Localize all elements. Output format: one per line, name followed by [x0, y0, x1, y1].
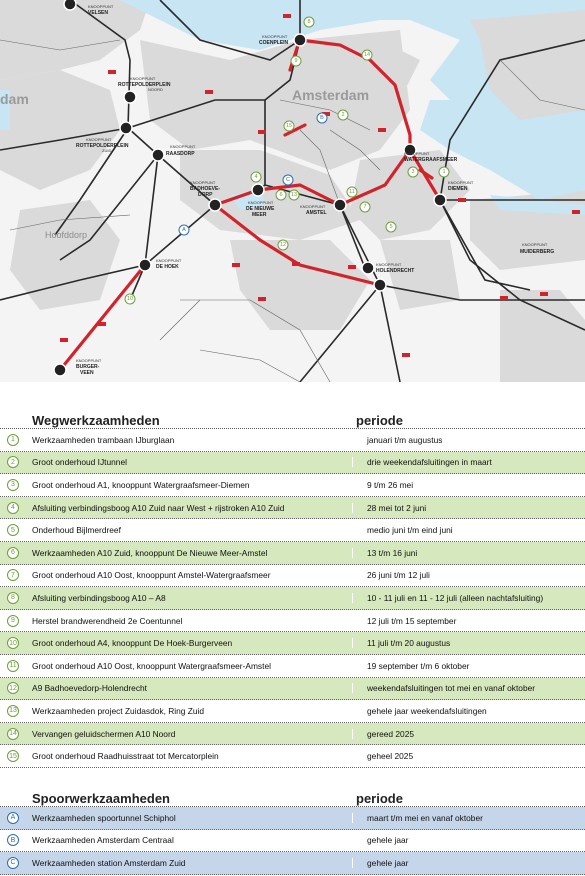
railwork-row — [0, 830, 585, 853]
roadworks-title: Wegwerkzaamheden — [32, 413, 160, 428]
svg-text:NOORD: NOORD — [148, 87, 163, 92]
row-number-badge: A — [7, 812, 19, 824]
roadwork-row — [0, 497, 585, 520]
svg-text:DE HOEK: DE HOEK — [156, 264, 179, 270]
svg-text:KNOOPPUNT: KNOOPPUNT — [170, 144, 196, 149]
row-number-cell — [0, 812, 24, 824]
roadwork-row — [0, 678, 585, 701]
map-canvas — [0, 0, 585, 382]
row-number-badge: 13 — [7, 705, 19, 717]
row-period: 11 juli t/m 20 augustus — [352, 638, 585, 648]
svg-text:A: A — [182, 227, 186, 233]
svg-text:RAASDORP: RAASDORP — [166, 151, 195, 157]
row-number-cell — [0, 637, 24, 649]
row-number-cell — [0, 547, 24, 559]
roadwork-row — [0, 587, 585, 610]
row-number-badge: 14 — [7, 728, 19, 740]
row-number-badge: 3 — [7, 479, 19, 491]
svg-text:AMSTEL: AMSTEL — [306, 210, 327, 216]
row-description: Werkzaamheden trambaan IJburglaan — [32, 434, 175, 445]
svg-text:KNOOPPUNT: KNOOPPUNT — [156, 258, 182, 263]
svg-text:B: B — [320, 115, 324, 121]
roadworks-list — [0, 429, 585, 768]
row-description: Herstel brandwerendheid 2e Coentunnel — [32, 615, 183, 626]
svg-text:KNOOPPUNT: KNOOPPUNT — [376, 262, 402, 267]
row-number-cell — [0, 524, 24, 536]
svg-text:7: 7 — [363, 204, 367, 210]
svg-text:MEER: MEER — [252, 212, 267, 218]
row-description: Groot onderhoud Raadhuisstraat tot Mercatorplein — [32, 751, 219, 762]
roadworks-map — [0, 0, 585, 382]
row-period: medio juni t/m eind juni — [352, 525, 585, 535]
svg-text:6: 6 — [279, 192, 283, 198]
row-period: 26 juni t/m 12 juli — [352, 570, 585, 580]
map-marker-8[interactable] — [304, 17, 314, 27]
row-period: 28 mei tot 2 juni — [352, 503, 585, 513]
roadwork-row — [0, 745, 585, 768]
row-period: geheel 2025 — [352, 751, 585, 761]
roadworks-period-header: periode — [356, 413, 403, 428]
row-period: gehele jaar — [352, 858, 585, 868]
row-number-badge: 4 — [7, 502, 19, 514]
row-description: Vervangen geluidschermen A10 Noord — [32, 728, 176, 739]
svg-text:VEEN: VEEN — [80, 370, 94, 376]
svg-text:DE NIEUWE: DE NIEUWE — [246, 206, 275, 212]
roadwork-row — [0, 542, 585, 565]
junction-label-coenplein — [259, 34, 289, 46]
row-period: gehele jaar — [352, 835, 585, 845]
row-number-cell — [0, 834, 24, 846]
railwork-row — [0, 852, 585, 875]
svg-text:11: 11 — [349, 189, 355, 195]
row-period: januari t/m augustus — [352, 435, 585, 445]
svg-text:13: 13 — [290, 192, 298, 198]
roadwork-row — [0, 429, 585, 452]
map-marker-15[interactable] — [284, 121, 294, 131]
row-number-badge: 11 — [7, 660, 19, 672]
row-description: Afsluiting verbindingsboog A10 – A8 — [32, 592, 166, 603]
svg-text:KNOOPPUNT: KNOOPPUNT — [404, 151, 430, 156]
railworks-header — [0, 780, 585, 807]
row-number-badge: 8 — [7, 592, 19, 604]
svg-text:ROTTEPOLDERPLEIN: ROTTEPOLDERPLEIN — [118, 82, 171, 88]
svg-text:C: C — [286, 177, 290, 183]
railworks-list — [0, 807, 585, 875]
row-number-cell — [0, 615, 24, 627]
map-marker-14[interactable] — [362, 50, 372, 60]
svg-text:WATERGRAAFSMEER: WATERGRAAFSMEER — [404, 157, 458, 163]
map-marker-3[interactable] — [408, 167, 418, 177]
svg-text:BURGER-: BURGER- — [76, 364, 100, 370]
svg-text:DORP: DORP — [198, 192, 213, 198]
svg-text:KNOOPPUNT: KNOOPPUNT — [76, 358, 102, 363]
row-description: A9 Badhoevedorp-Holendrecht — [32, 683, 148, 694]
roadwork-row — [0, 723, 585, 746]
map-marker-c[interactable] — [283, 175, 293, 185]
row-description: Werkzaamheden A10 Zuid, knooppunt De Nieuwe Meer-Amstel — [32, 547, 268, 558]
row-description: Groot onderhoud A10 Oost, knooppunt Watergraafsmeer-Amstel — [32, 660, 271, 671]
row-period: drie weekendafsluitingen in maart — [352, 457, 585, 467]
roadwork-row — [0, 632, 585, 655]
svg-text:ROTTEPOLDERPLEIN: ROTTEPOLDERPLEIN — [76, 143, 129, 149]
map-marker-9[interactable] — [291, 56, 301, 66]
row-number-cell — [0, 857, 24, 869]
svg-text:1: 1 — [442, 169, 446, 175]
row-number-cell — [0, 705, 24, 717]
svg-text:KNOOPPUNT: KNOOPPUNT — [448, 180, 474, 185]
railworks-period-header: periode — [356, 790, 403, 806]
map-marker-4[interactable] — [251, 172, 261, 182]
svg-text:COENPLEIN: COENPLEIN — [259, 40, 289, 46]
row-number-badge: 2 — [7, 456, 19, 468]
map-marker-13[interactable] — [289, 190, 299, 200]
area-label-hoofddorp: Hoofddorp — [45, 230, 88, 240]
roadwork-row — [0, 610, 585, 633]
row-period: 19 september t/m 6 oktober — [352, 661, 585, 671]
map-marker-10[interactable] — [125, 294, 135, 304]
row-number-cell — [0, 660, 24, 672]
svg-text:4: 4 — [254, 174, 258, 180]
row-period: weekendafsluitingen tot mei en vanaf oktober — [352, 683, 585, 693]
svg-text:MUIDERBERG: MUIDERBERG — [520, 249, 555, 255]
svg-text:KNOOPPUNT: KNOOPPUNT — [86, 137, 112, 142]
map-marker-2[interactable] — [338, 110, 348, 120]
svg-text:HOLENDRECHT: HOLENDRECHT — [376, 268, 415, 274]
map-marker-12[interactable] — [278, 240, 288, 250]
svg-text:15: 15 — [285, 123, 293, 129]
row-number-badge: 15 — [7, 750, 19, 762]
row-period: 9 t/m 26 mei — [352, 480, 585, 490]
row-description: Groot onderhoud A4, knooppunt De Hoek-Burgerveen — [32, 638, 233, 649]
row-number-badge: 10 — [7, 637, 19, 649]
row-period: gehele jaar weekendafsluitingen — [352, 706, 585, 716]
map-marker-b[interactable] — [317, 113, 327, 123]
row-description: Groot onderhoud A1, knooppunt Watergraafsmeer-Diemen — [32, 479, 250, 490]
row-description: Afsluiting verbindingsboog A10 Zuid naar West + rijstroken A10 Zuid — [32, 502, 285, 513]
row-number-badge: 12 — [7, 682, 19, 694]
row-description: Groot onderhoud IJtunnel — [32, 457, 127, 468]
railworks-title: Spoorwerkzaamheden — [32, 790, 170, 806]
row-period: maart t/m mei en vanaf oktober — [352, 813, 585, 823]
row-number-cell — [0, 569, 24, 581]
svg-text:9: 9 — [294, 58, 298, 64]
svg-text:10: 10 — [126, 296, 134, 302]
junction-label-raasdorp — [166, 144, 196, 157]
svg-text:3: 3 — [411, 169, 415, 175]
area-label-partial: dam — [0, 91, 29, 107]
row-number-cell — [0, 750, 24, 762]
map-marker-6[interactable] — [276, 190, 286, 200]
row-number-cell — [0, 479, 24, 491]
roadwork-row — [0, 519, 585, 542]
svg-text:KNOOPPUNT: KNOOPPUNT — [130, 76, 156, 81]
map-marker-11[interactable] — [347, 187, 357, 197]
roadwork-row — [0, 452, 585, 475]
railwork-row — [0, 807, 585, 830]
svg-text:12: 12 — [279, 242, 287, 248]
svg-text:DIEMEN: DIEMEN — [448, 186, 468, 192]
svg-text:2: 2 — [341, 112, 345, 118]
svg-text:KNOOPPUNT: KNOOPPUNT — [522, 242, 548, 247]
row-number-cell — [0, 728, 24, 740]
svg-text:BADHOEVE-: BADHOEVE- — [190, 186, 221, 192]
svg-text:14: 14 — [363, 52, 371, 58]
row-period: gereed 2025 — [352, 729, 585, 739]
svg-text:8: 8 — [307, 19, 311, 25]
row-number-badge: C — [7, 857, 19, 869]
row-number-cell — [0, 502, 24, 514]
row-description: Onderhoud Bijlmerdreef — [32, 525, 121, 536]
row-description: Groot onderhoud A10 Oost, knooppunt Amstel-Watergraafsmeer — [32, 570, 271, 581]
legend-tables — [0, 402, 585, 875]
svg-text:KNOOPPUNT: KNOOPPUNT — [262, 34, 288, 39]
row-number-cell — [0, 456, 24, 468]
row-period: 13 t/m 16 juni — [352, 548, 585, 558]
row-number-badge: 5 — [7, 524, 19, 536]
row-number-badge: 1 — [7, 434, 19, 446]
map-marker-1[interactable] — [439, 167, 449, 177]
row-period: 12 juli t/m 15 september — [352, 616, 585, 626]
city-label: Amsterdam — [292, 87, 370, 103]
row-description: Werkzaamheden spoortunnel Schiphol — [32, 812, 176, 823]
row-number-cell — [0, 682, 24, 694]
map-marker-a[interactable] — [179, 225, 189, 235]
svg-text:KNOOPPUNT: KNOOPPUNT — [248, 200, 274, 205]
row-number-badge: 9 — [7, 615, 19, 627]
row-period: 10 - 11 juli en 11 - 12 juli (alleen nachtafsluiting) — [352, 593, 585, 603]
row-description: Werkzaamheden Amsterdam Centraal — [32, 835, 174, 846]
roadwork-row — [0, 474, 585, 497]
roadwork-row — [0, 700, 585, 723]
row-description: Werkzaamheden station Amsterdam Zuid — [32, 857, 186, 868]
row-number-badge: 7 — [7, 569, 19, 581]
svg-text:5: 5 — [389, 224, 393, 230]
junction-label-de-hoek — [156, 258, 182, 270]
roadworks-header — [0, 402, 585, 429]
svg-text:KNOOPPUNT: KNOOPPUNT — [88, 4, 114, 9]
svg-text:KNOOPPUNT: KNOOPPUNT — [190, 180, 216, 185]
row-number-badge: 6 — [7, 547, 19, 559]
map-marker-5[interactable] — [386, 222, 396, 232]
svg-text:KNOOPPUNT: KNOOPPUNT — [300, 204, 326, 209]
map-marker-7[interactable] — [360, 202, 370, 212]
row-description: Werkzaamheden project Zuidasdok, Ring Zuid — [32, 705, 205, 716]
svg-text:VELSEN: VELSEN — [88, 10, 109, 16]
row-number-cell — [0, 592, 24, 604]
row-number-badge: B — [7, 834, 19, 846]
row-number-cell — [0, 434, 24, 446]
svg-text:ZUID: ZUID — [102, 148, 112, 153]
roadwork-row — [0, 655, 585, 678]
roadwork-row — [0, 565, 585, 588]
